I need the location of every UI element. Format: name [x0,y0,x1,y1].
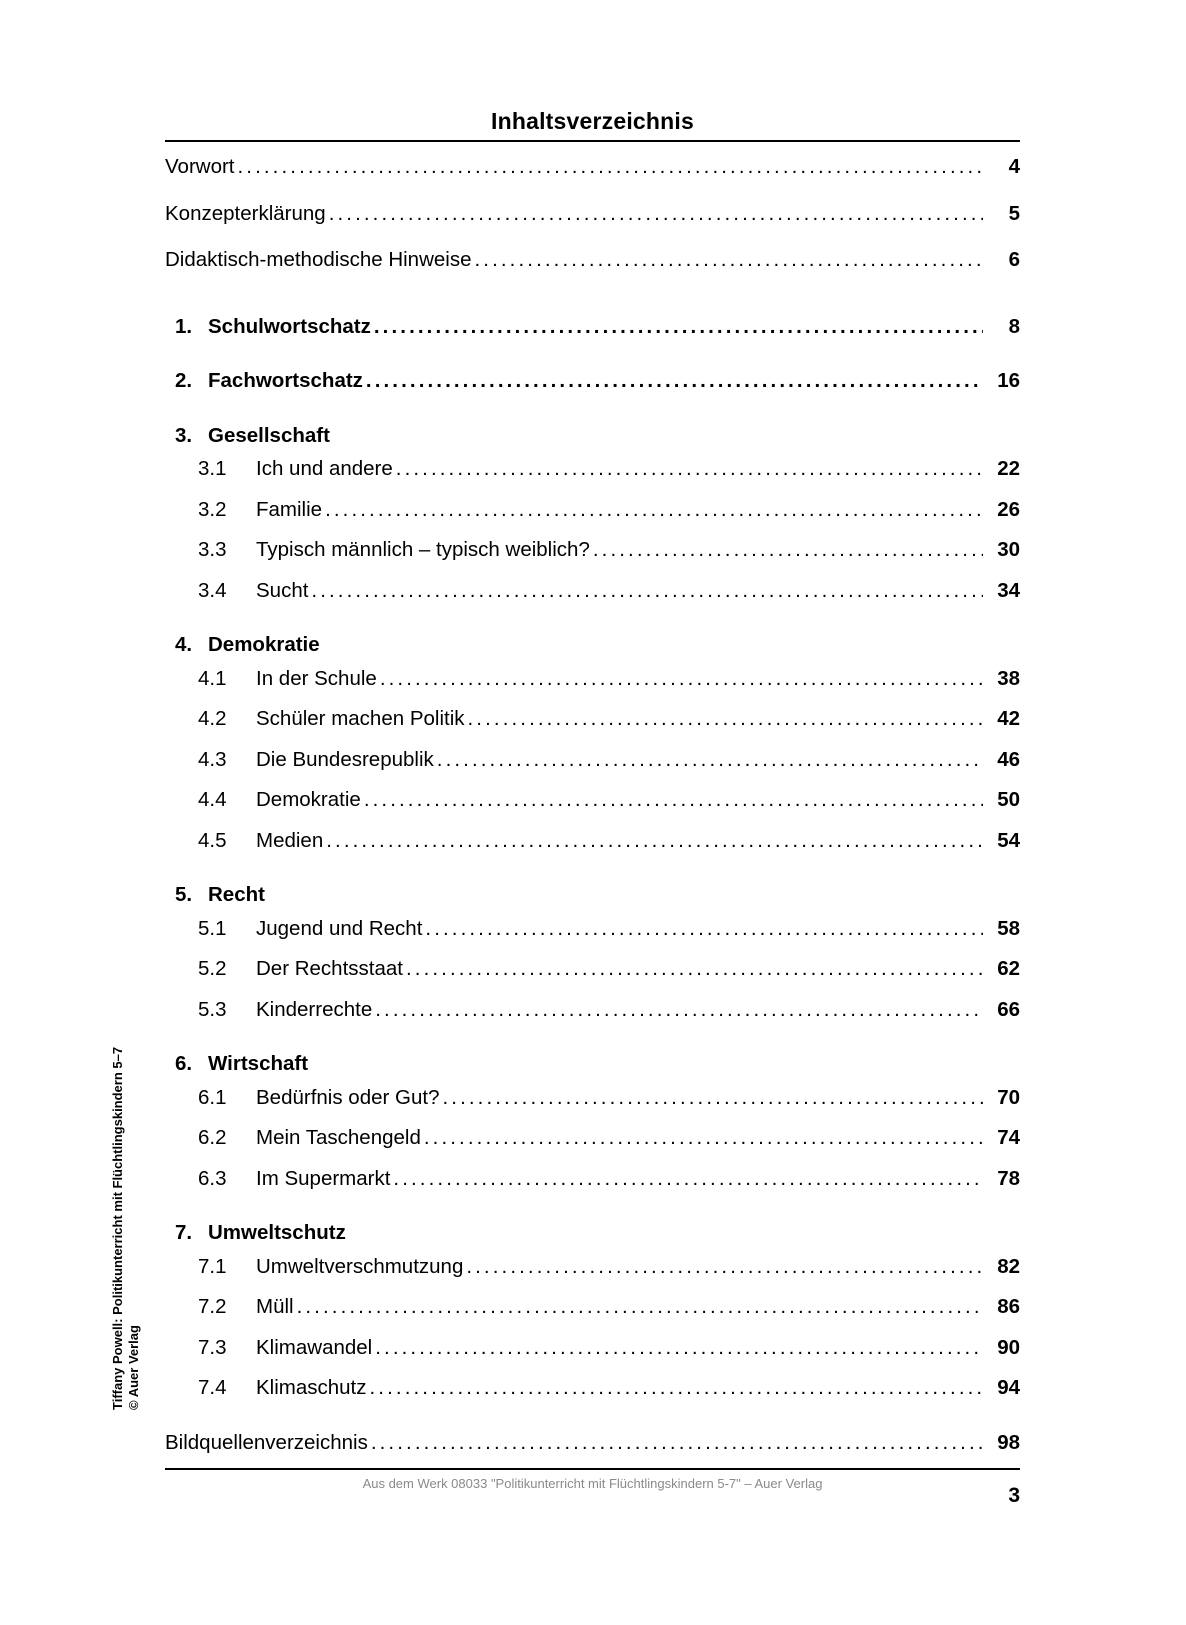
dot-leader [325,500,983,521]
entry-page-number: 4 [1008,155,1020,178]
entry-label: Familie [256,497,323,521]
entry-page-number: 6 [1008,248,1020,271]
row-spacer [165,1108,1020,1128]
entry-page-number: 62 [997,957,1020,980]
dot-leader [424,1128,983,1149]
entry-page-number: 94 [997,1376,1020,1399]
toc-chapter-row[interactable] [165,423,1020,447]
entry-number: 4.2 [198,707,227,730]
entry-label: Klimawandel [256,1335,373,1359]
row-spacer [165,770,1020,790]
entry-number: 4.5 [198,828,227,852]
dot-leader [375,1338,983,1359]
side-credit-line-2: © Auer Verlag [126,1325,142,1410]
row-spacer [165,520,1020,540]
dot-leader [329,204,983,225]
toc-section-row[interactable] [165,497,1020,521]
entry-label: Die Bundesrepublik [256,747,434,771]
entry-number: 7.2 [198,1295,227,1318]
dot-leader [326,831,983,852]
chapter-spacer [165,1399,1020,1433]
entry-page-number: 22 [997,457,1020,480]
entry-label: Mein Taschengeld [256,1126,421,1149]
entry-label: Vorwort [165,155,235,178]
row-spacer [165,271,1020,297]
toc-chapter-row[interactable] [165,314,1020,338]
entry-page-number: 78 [997,1166,1020,1190]
dot-leader [593,540,983,561]
entry-number: 5.2 [198,957,227,980]
header-divider [165,140,1020,142]
footer-divider [165,1468,1020,1470]
toc-section-row[interactable] [165,1166,1020,1190]
dot-leader [366,371,983,392]
entry-page-number: 86 [997,1295,1020,1318]
entry-page-number: 54 [997,828,1020,852]
dot-leader [375,1000,983,1021]
dot-leader [364,790,983,811]
entry-number: 2. [175,369,193,392]
row-spacer [165,480,1020,500]
chapter-spacer [165,337,1020,371]
entry-page-number: 50 [997,788,1020,811]
entry-page-number: 34 [997,578,1020,602]
entry-number: 6.2 [198,1126,227,1149]
toc-section-row[interactable] [165,828,1020,852]
entry-number: 6. [175,1052,193,1075]
entry-label: Umweltschutz [208,1221,346,1244]
toc-chapter-row[interactable] [165,1054,1020,1075]
entry-page-number: 82 [997,1254,1020,1278]
entry-page-number: 46 [997,747,1020,771]
entry-label: Typisch männlich – typisch weiblich? [256,538,590,561]
chapter-spacer [165,1189,1020,1223]
entry-label: Didaktisch-methodische Hinweise [165,248,472,271]
toc-section-row[interactable] [165,747,1020,771]
entry-number: 3. [175,423,193,447]
toc-section-row[interactable] [165,1254,1020,1278]
entry-number: 5. [175,883,193,906]
row-spacer [165,939,1020,959]
entry-label: Schulwortschatz [208,314,371,338]
entry-label: Konzepterklärung [165,201,326,225]
footer-source-note: Aus dem Werk 08033 "Politikunterricht mit Flüchtlingskindern 5-7" – Auer Verlag [362,1476,823,1491]
dot-leader [238,157,984,178]
entry-page-number: 90 [997,1335,1020,1359]
entry-number: 5.1 [198,916,227,940]
toc-section-row[interactable] [165,1378,1020,1399]
toc-chapter-row[interactable] [165,885,1020,906]
toc-section-row[interactable] [165,1085,1020,1109]
dot-leader [371,1433,983,1454]
entry-page-number: 74 [997,1126,1020,1149]
entry-number: 4.1 [198,666,227,690]
entry-label: Bildquellenverzeichnis [165,1430,368,1454]
chapter-spacer [165,392,1020,426]
dot-leader [374,317,983,338]
dot-leader [425,919,983,940]
entry-page-number: 38 [997,666,1020,690]
section-spacer [165,297,1020,317]
page-number: 3 [1008,1484,1020,1507]
chapter-spacer [165,1020,1020,1054]
entry-label: Kinderrechte [256,997,373,1021]
entry-number: 4. [175,633,193,656]
dot-leader [297,1297,983,1318]
dot-leader [437,750,983,771]
toc-chapter-row[interactable] [165,1223,1020,1244]
entry-number: 7.1 [198,1254,227,1278]
entry-page-number: 5 [1008,201,1020,225]
toc-section-row[interactable] [165,459,1020,480]
entry-number: 7.4 [198,1376,227,1399]
entry-label: Bedürfnis oder Gut? [256,1085,440,1109]
entry-number: 3.1 [198,457,227,480]
row-spacer [165,178,1020,204]
toc-front-row[interactable] [165,250,1020,271]
row-spacer [165,1318,1020,1338]
dot-leader [475,250,984,271]
toc-section-row[interactable] [165,790,1020,811]
page-title: Inhaltsverzeichnis [490,108,694,134]
toc-section-row[interactable] [165,1128,1020,1149]
row-spacer [165,689,1020,709]
dot-leader [311,581,983,602]
entry-label: Recht [208,883,265,906]
entry-page-number: 16 [997,369,1020,392]
row-spacer [165,730,1020,750]
entry-page-number: 8 [1008,314,1020,338]
entry-page-number: 70 [997,1085,1020,1109]
toc-section-row[interactable] [165,959,1020,980]
entry-number: 6.3 [198,1166,227,1190]
entry-label: Jugend und Recht [256,916,423,940]
toc-section-row[interactable] [165,1335,1020,1359]
entry-label: Der Rechtsstaat [256,957,403,980]
entry-page-number: 66 [997,997,1020,1021]
row-spacer [165,1277,1020,1297]
toc-section-row[interactable] [165,709,1020,730]
entry-number: 3.4 [198,578,227,602]
dot-leader [468,709,983,730]
dot-leader [380,669,983,690]
dot-leader [370,1378,983,1399]
entry-label: Im Supermarkt [256,1166,391,1190]
entry-label: Umweltverschmutzung [256,1254,464,1278]
entry-label: Schüler machen Politik [256,707,465,730]
dot-leader [393,1169,983,1190]
toc-section-row[interactable] [165,666,1020,690]
entry-label: Ich und andere [256,457,393,480]
toc-section-row[interactable] [165,1297,1020,1318]
entry-label: Demokratie [256,788,361,811]
table-of-contents [165,157,1020,1453]
chapter-spacer [165,851,1020,885]
entry-page-number: 42 [997,707,1020,730]
entry-label: Gesellschaft [208,423,330,447]
entry-number: 7.3 [198,1335,227,1359]
entry-number: 4.4 [198,788,227,811]
chapter-spacer [165,601,1020,635]
entry-label: Medien [256,828,324,852]
row-spacer [165,1358,1020,1378]
entry-label: Wirtschaft [208,1052,309,1075]
entry-number: 1. [175,314,193,338]
row-spacer [165,811,1020,831]
toc-front-row[interactable] [165,157,1020,178]
entry-number: 3.3 [198,538,227,561]
dot-leader [396,459,983,480]
entry-label: Demokratie [208,633,320,656]
entry-number: 4.3 [198,747,227,771]
toc-front-row[interactable] [165,201,1020,225]
entry-number: 3.2 [198,497,227,521]
entry-number: 6.1 [198,1085,227,1109]
side-credit-line-1: Tiffany Powell: Politikunterricht mit Flüchtlingskindern 5–7 [110,1046,125,1410]
entry-number: 5.3 [198,997,227,1021]
toc-chapter-row[interactable] [165,635,1020,656]
dot-leader [406,959,983,980]
toc-section-row[interactable] [165,916,1020,940]
entry-number: 7. [175,1221,193,1244]
entry-page-number: 26 [997,497,1020,521]
entry-page-number: 98 [997,1430,1020,1454]
entry-label: Klimaschutz [256,1376,367,1399]
row-spacer [165,1149,1020,1169]
row-spacer [165,980,1020,1000]
toc-section-row[interactable] [165,578,1020,602]
toc-chapter-row[interactable] [165,371,1020,392]
entry-label: Fachwortschatz [208,369,363,392]
entry-label: Sucht [256,578,309,602]
row-spacer [165,561,1020,581]
toc-section-row[interactable] [165,997,1020,1021]
row-spacer [165,224,1020,250]
toc-back-row[interactable] [165,1430,1020,1454]
entry-label: In der Schule [256,666,377,690]
side-credit [110,1010,150,1410]
entry-page-number: 30 [997,538,1020,561]
toc-section-row[interactable] [165,540,1020,561]
dot-leader [442,1088,983,1109]
entry-page-number: 58 [997,916,1020,940]
entry-label: Müll [256,1295,294,1318]
dot-leader [466,1257,983,1278]
